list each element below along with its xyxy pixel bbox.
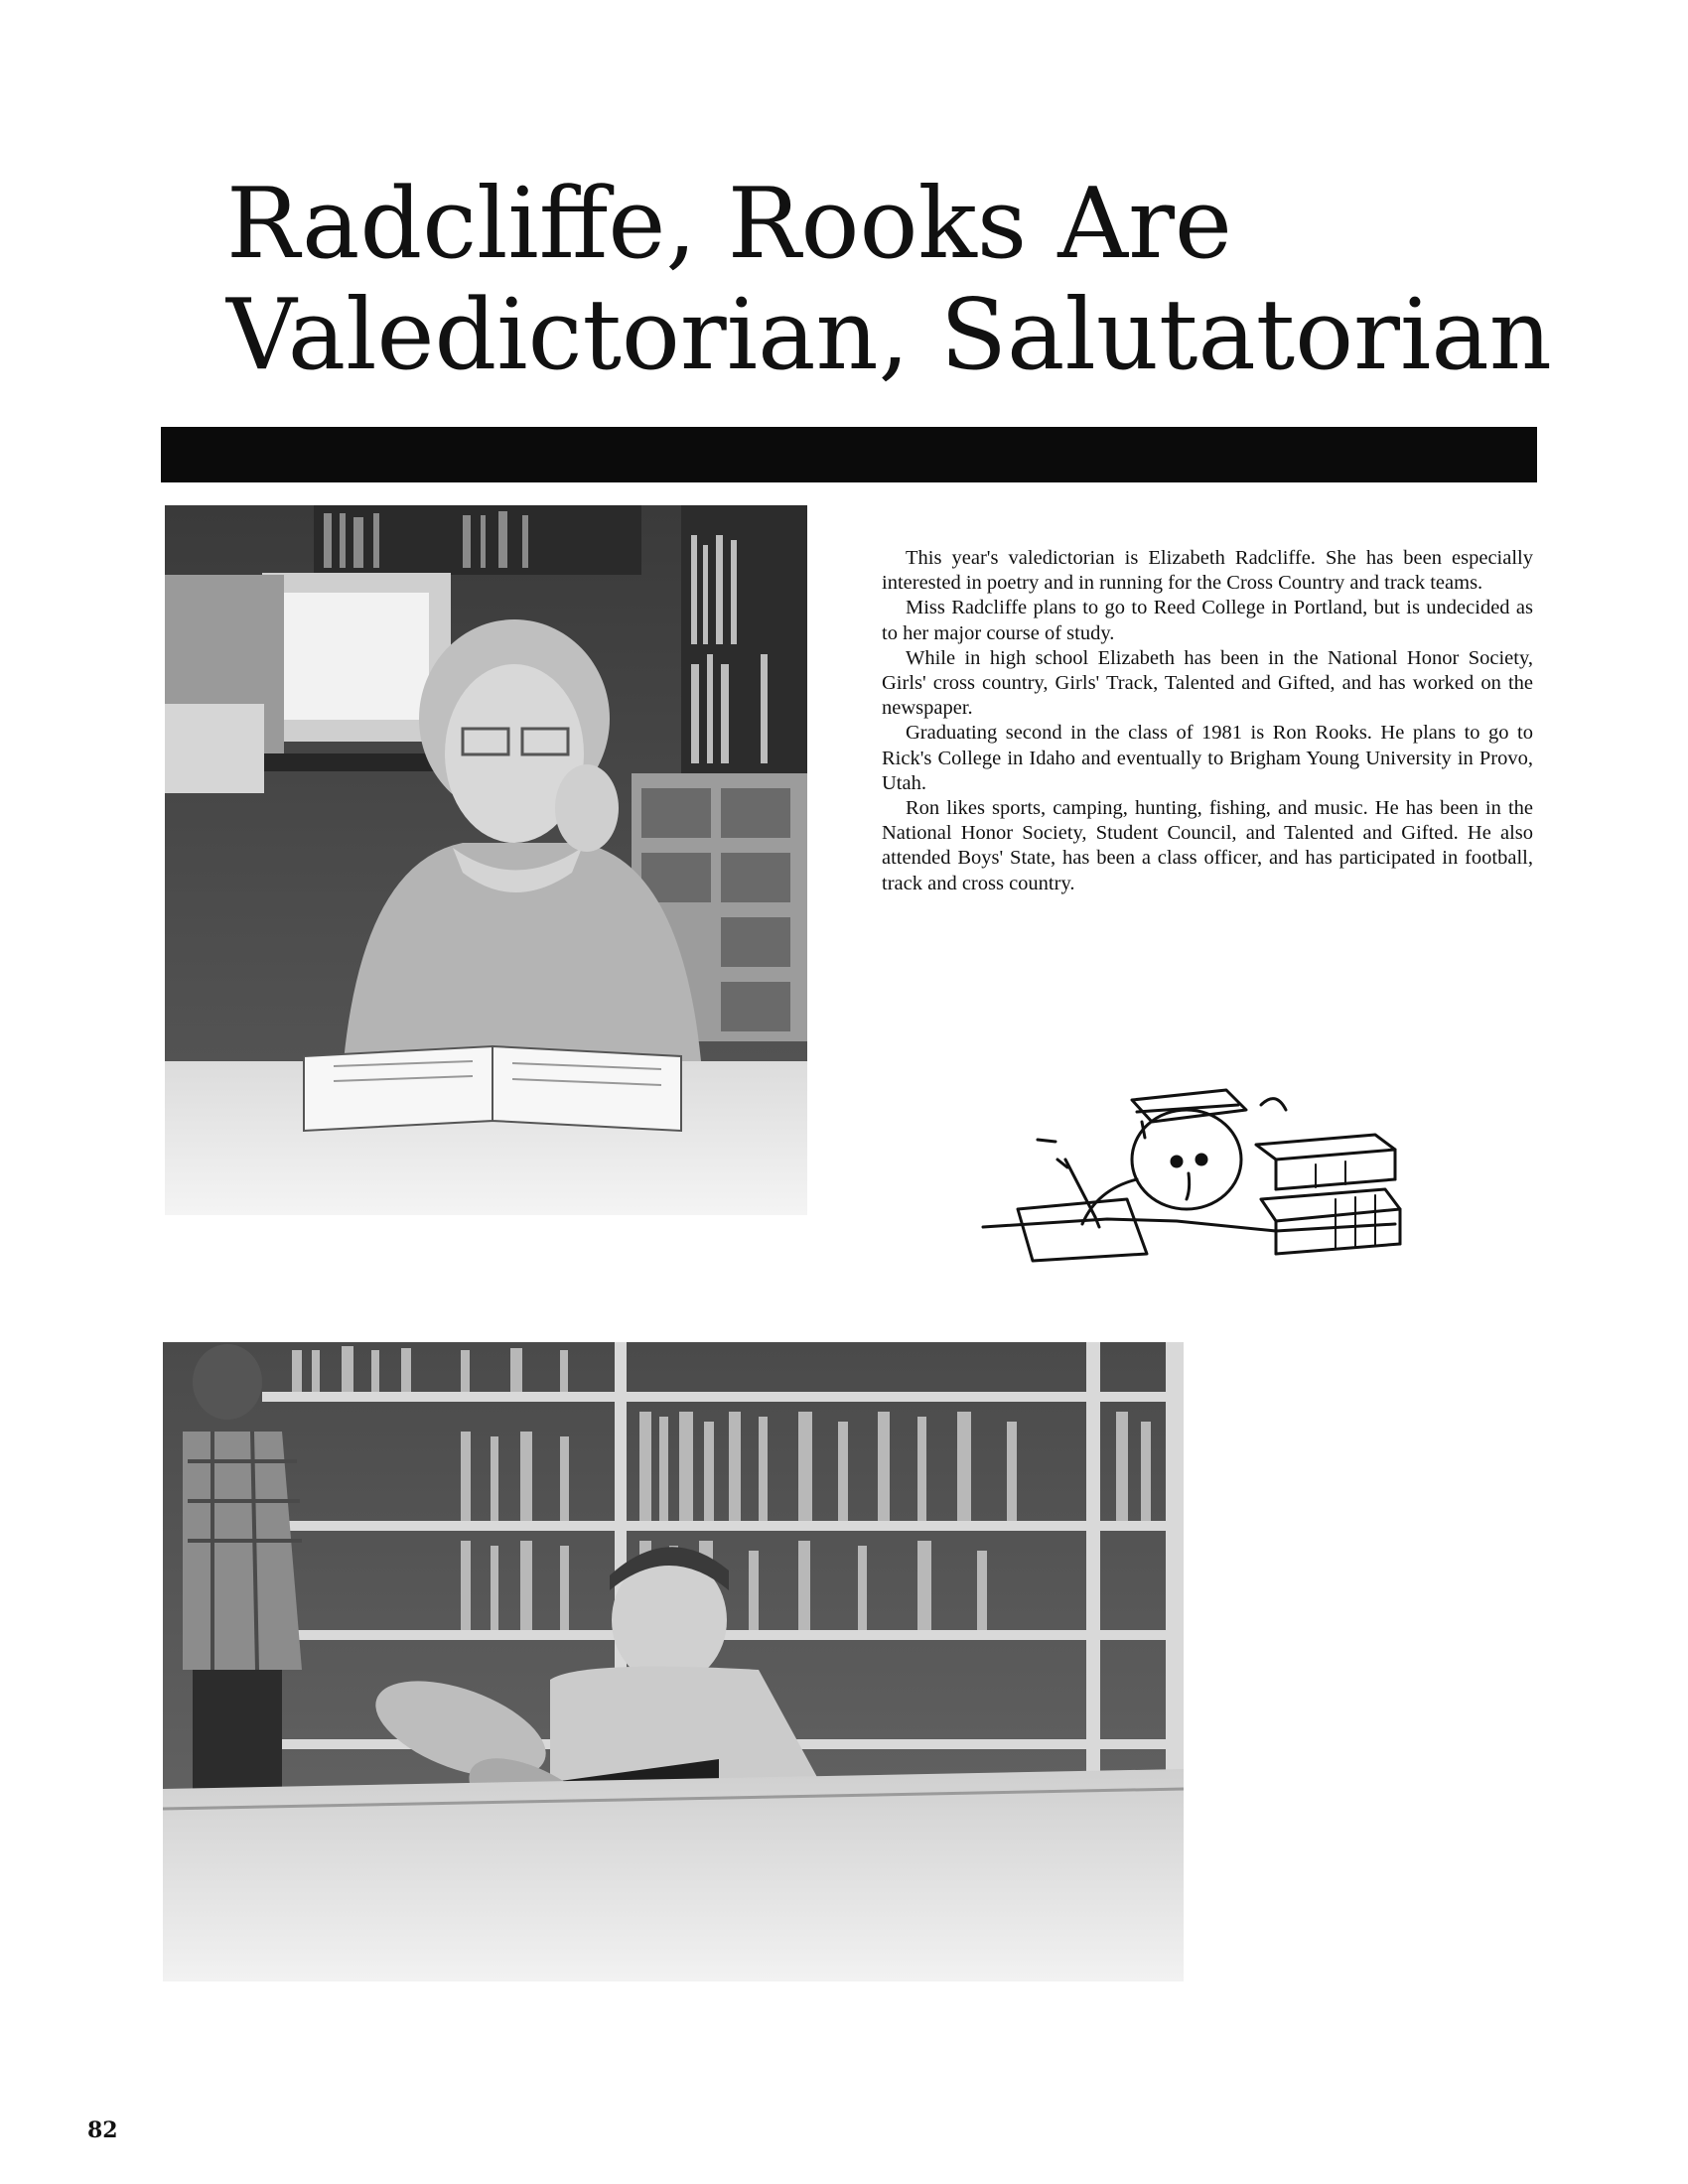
black-rule-bar xyxy=(161,427,1537,482)
headline-line-2: Valedictorian, Salutatorian xyxy=(226,279,1552,392)
headline-line-1: Radcliffe, Rooks Are xyxy=(226,168,1232,281)
article-paragraph-4: Graduating second in the class of 1981 is Ron Rooks. He plans to go to Rick's College in Idaho and eventually to Brigham Young University in Provo, Utah. xyxy=(882,722,1533,794)
article-paragraph-3: While in high school Elizabeth has been in the National Honor Society, Girls' cross country, Girls' Track, Talented and Gifted, and has worked on the newspaper. xyxy=(882,646,1533,720)
cartoon-studying-student xyxy=(978,1050,1435,1279)
headline xyxy=(226,168,1552,392)
article-paragraph-5: Ron likes sports, camping, hunting, fishing, and music. He has been in the National Honor Society, Student Council, and Talented and Gifted. He also attended Boys' State, has been a class officer, and has participated in football, track and cross country. xyxy=(882,797,1533,894)
page-number: 82 xyxy=(87,2117,118,2143)
article-paragraph-2: Miss Radcliffe plans to go to Reed College in Portland, but is undecided as to her major course of study. xyxy=(882,597,1533,644)
article-body xyxy=(882,546,1533,896)
photo-salutatorian-library xyxy=(163,1342,1184,1981)
photo-valedictorian-library xyxy=(165,505,807,1215)
article-paragraph-1: This year's valedictorian is Elizabeth Radcliffe. She has been especially interested in poetry and in running for the Cross Country and track teams. xyxy=(882,547,1533,595)
